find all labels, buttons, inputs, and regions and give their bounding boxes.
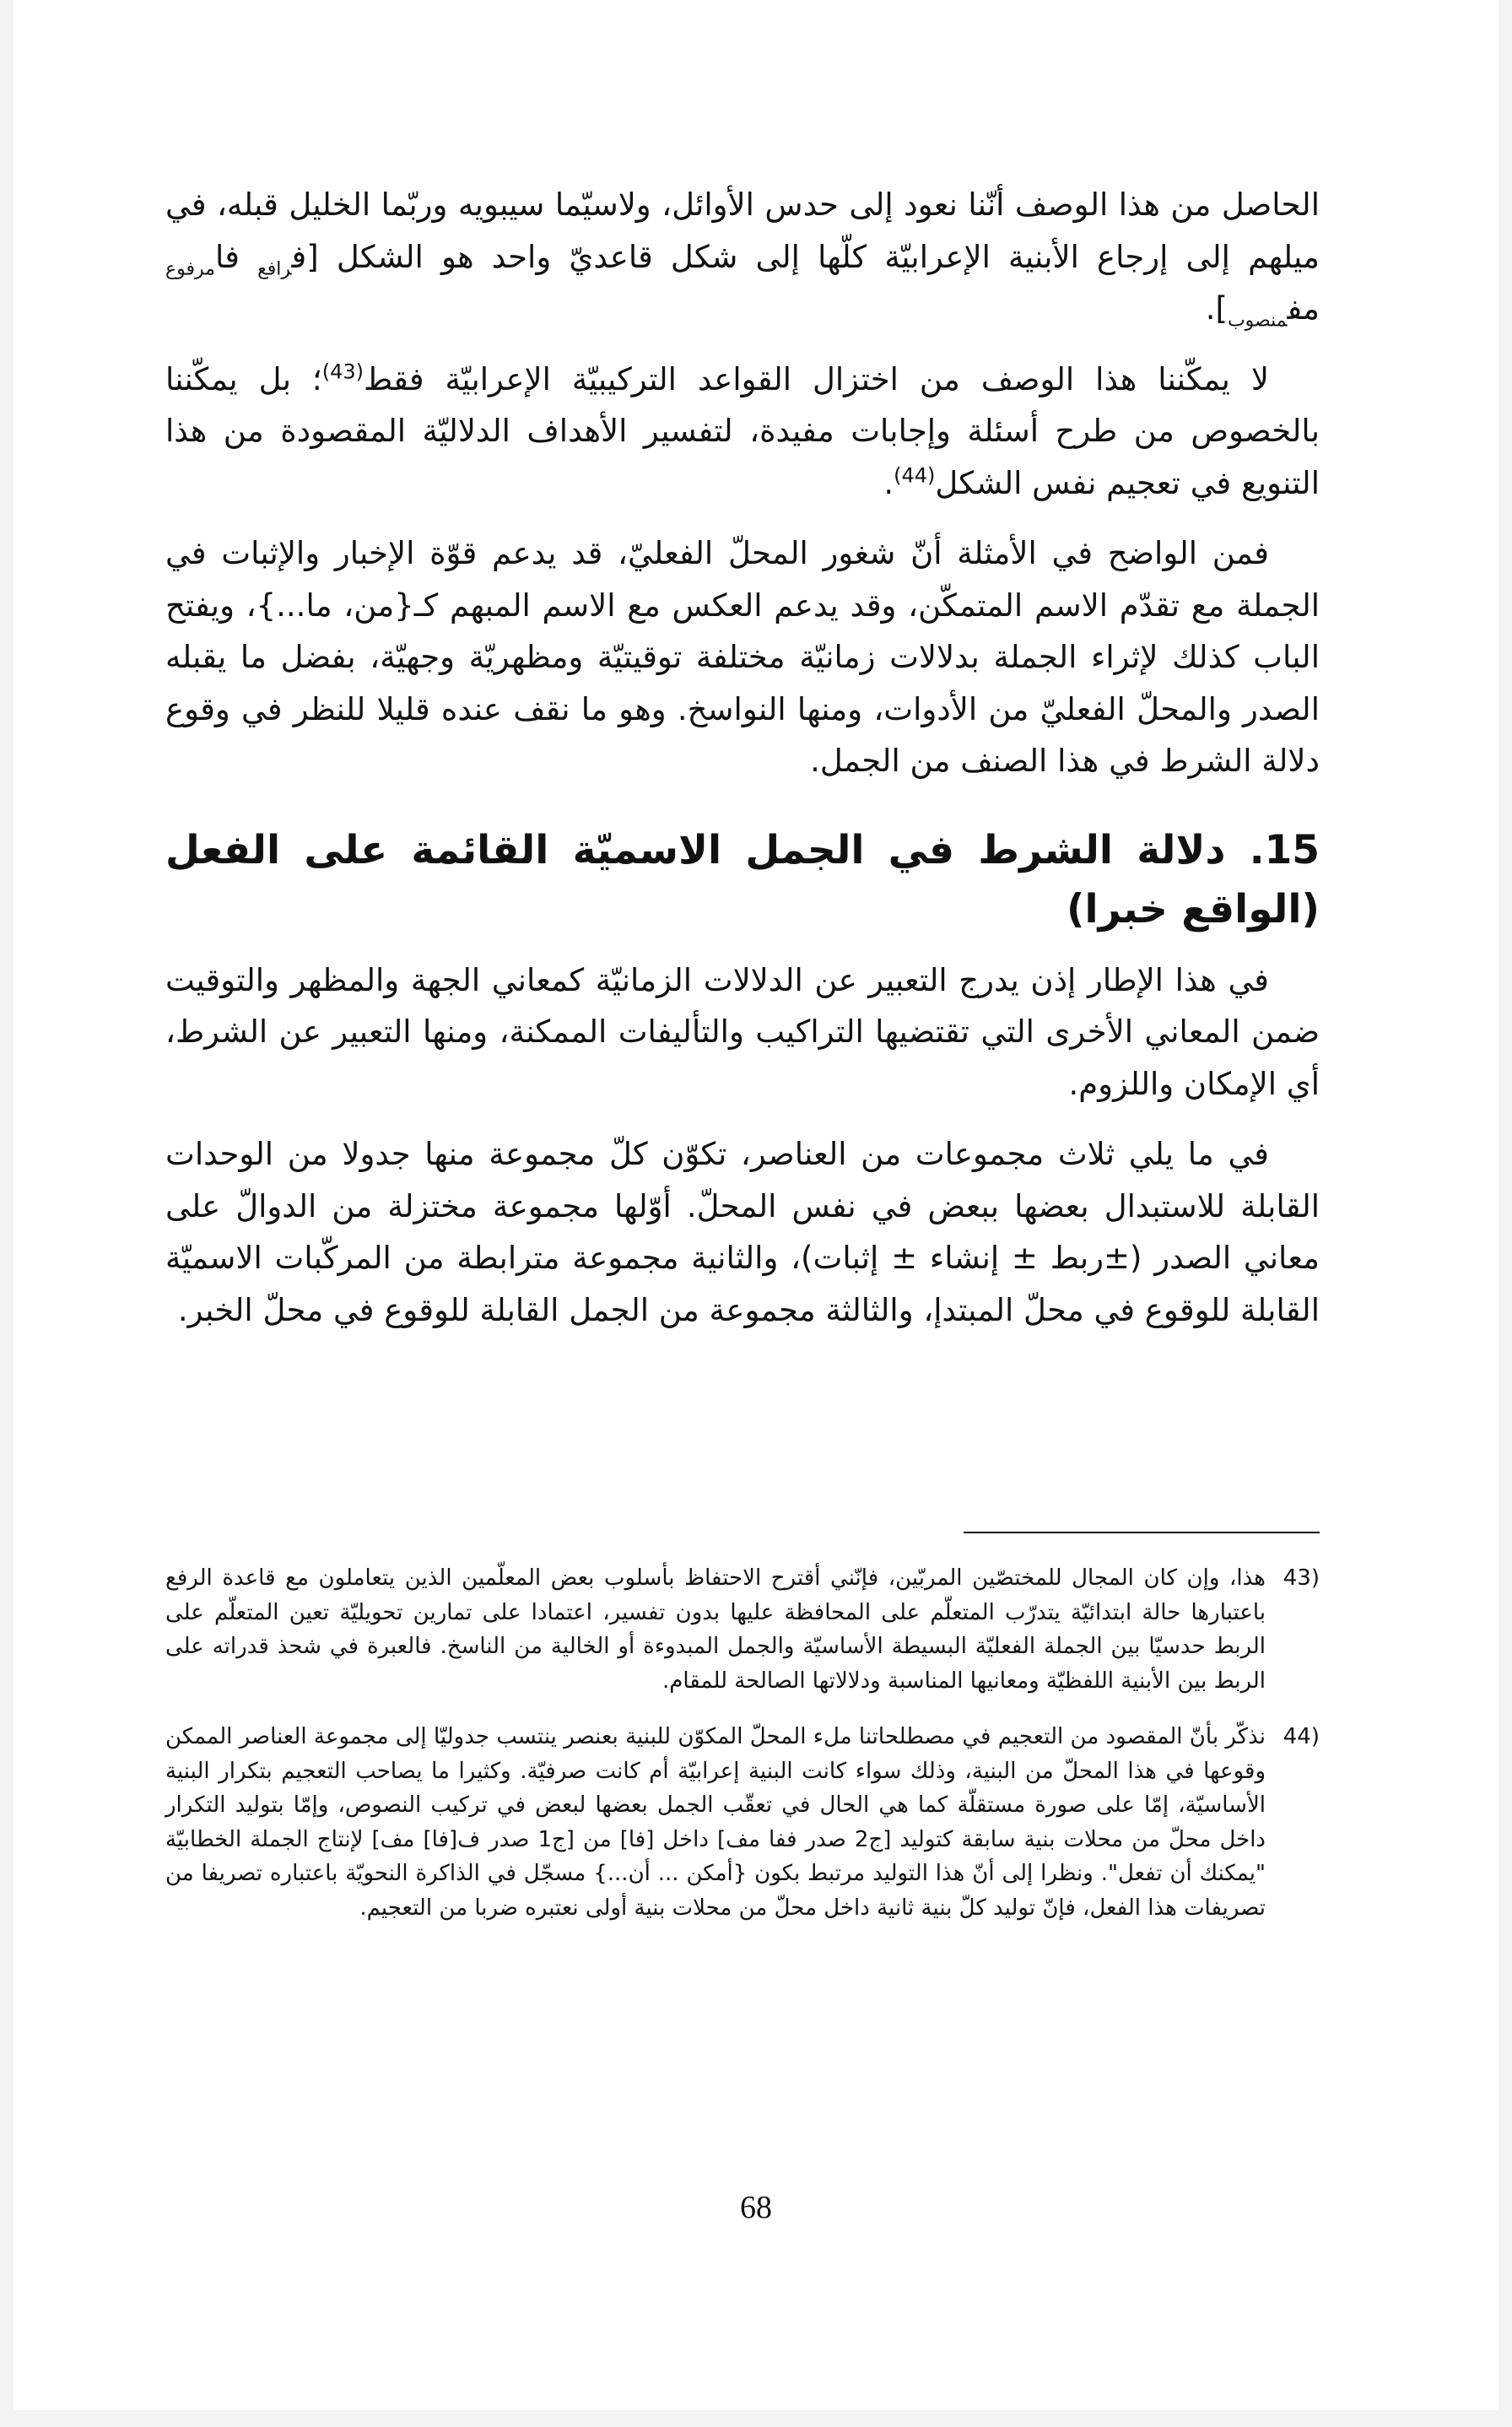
main-text xyxy=(165,179,1320,1354)
footnote-ref-43[interactable]: (43) xyxy=(321,359,364,384)
paragraph-2-part-a: لا يمكّننا هذا الوصف من اختزال القواعد التركيبيّة الإعرابيّة فقط xyxy=(364,360,1269,397)
footnotes xyxy=(165,1561,1320,1947)
paragraph-4: في هذا الإطار إذن يدرج التعبير عن الدلالات الزمانيّة كمعاني الجهة والمظهر والتوقيت ضمن المعاني الأخرى التي تقتضيها التراكيب والتأليفات الممكنة، ومنها التعبير عن الشرط، أي الإمكان واللزوم. xyxy=(165,961,1320,1102)
page-number: 68 xyxy=(740,2190,772,2225)
footnote-number: 44) xyxy=(1282,1724,1320,1749)
formula-mf-sub: منصوب xyxy=(1227,310,1288,332)
formula-fa-sub: مرفوع xyxy=(165,257,215,279)
paragraph-1-text: الحاصل من هذا الوصف أنّنا نعود إلى حدس الأوائل، ولاسيّما سيبويه وربّما الخليل قبله، في ميلهم إلى إرجاع الأبنية الإعرابيّة كلّها إلى شكل قاعديّ واحد هو الشكل [ xyxy=(165,186,1320,275)
paragraph-2-part-c: . xyxy=(883,464,894,501)
footnote-43 xyxy=(165,1561,1320,1698)
document-page xyxy=(14,0,1498,2410)
formula-end: ]. xyxy=(1205,290,1228,327)
footnote-ref-44[interactable]: (44) xyxy=(894,463,936,488)
footnote-text: هذا، وإن كان المجال للمختصّين المربّين، فإنّني أقترح الاحتفاظ بأسلوب بعض المعلّمين الذين يتعاملون مع قاعدة الرفع باعتبارها حالة ابتدائيّة يتدرّب المتعلّم على المحافظة عليها بدون تفسير، اعتمادا على تمارين تحويليّة تعين المتعلّم على الربط حدسيّا بين الجملة الفعليّة البسيطة الأساسيّة والجمل المبدوءة أو الخالية من الناسخ. فالعبرة في شحذ قدراته على الربط بين الأبنية اللفظيّة ومعانيها المناسبة ودلالاتها الصالحة للمقام. xyxy=(165,1565,1266,1694)
paragraph-5: في ما يلي ثلاث مجموعات من العناصر، تكوّن كلّ مجموعة منها جدولا من الوحدات القابلة للاستبدال بعضها ببعض في نفس المحلّ. أوّلها مجموعة مختزلة من الدوالّ على معاني الصدر (±ربط ± إنشاء ± إثبات)، والثانية مجموعة مترابطة من المركّبات الاسميّة القابلة للوقوع في محلّ المبتدإ، والثالثة مجموعة من الجمل القابلة للوقوع في محلّ الخبر. xyxy=(165,1136,1320,1328)
paragraph-1 xyxy=(165,179,1320,335)
footnote-number: 43) xyxy=(1282,1565,1320,1591)
paragraph-2-part-b: ؛ بل يمكّننا بالخصوص من طرح أسئلة وإجابات مفيدة، لتفسير الأهداف الدلاليّة المقصودة من هذا التنويع في تعجيم نفس الشكل xyxy=(165,360,1320,501)
footnote-separator xyxy=(964,1532,1320,1533)
formula-mf: مف xyxy=(1287,290,1320,327)
footnote-44 xyxy=(165,1720,1320,1925)
paragraph-2 xyxy=(165,354,1320,510)
footnote-text: نذكّر بأنّ المقصود من التعجيم في مصطلحاتنا ملء المحلّ المكوّن للبنية بعنصر ينتسب جدوليّا إلى مجموعة العناصر الممكن وقوعها في هذا المحلّ من البنية، وذلك سواء كانت البنية إعرابيّة أم كانت صرفيّة. وكثيرا ما يصاحب التعجيم بتكرار البنية الأساسيّة، إمّا على صورة مستقلّة كما هي الحال في تعقّب الجمل بعضها لبعض في تركيب النصوص، وإمّا بتوليد التكرار داخل محلّ من محلات بنية سابقة كتوليد [ج2 صدر ففا مف] داخل [فا] من [ج1 صدر ف[فا] مف] لإنتاج الجملة الخطابيّة "يمكنك أن تفعل". ونظرا إلى أنّ هذا التوليد مرتبط بكون {أمكن ... أن...} مسجّل في الذاكرة النحويّة باعتباره تصريفا من تصريفات هذا الفعل، فإنّ توليد كلّ بنية ثانية داخل محلّ من محلات بنية أولى نعتبره ضربا من التعجيم. xyxy=(165,1724,1266,1921)
formula-f-sub: رافع xyxy=(257,257,292,279)
paragraph-3: فمن الواضح في الأمثلة أنّ شغور المحلّ الفعليّ، قد يدعم قوّة الإخبار والإثبات في الجملة مع تقدّم الاسم المتمكّن، وقد يدعم العكس مع الاسم المبهم كـ{من، ما...}، ويفتح الباب كذلك لإثراء الجملة بدلالات زمانيّة مختلفة توقيتيّة ومظهريّة وجهيّة، بفضل ما يقبله الصدر والمحلّ الفعليّ من الأدوات، ومنها النواسخ. وهو ما نقف عنده قليلا للنظر في وقوع دلالة الشرط في هذا الصنف من الجمل. xyxy=(165,535,1320,779)
formula-f: ف xyxy=(291,238,307,275)
formula-fa: فا xyxy=(214,238,258,275)
section-heading: 15. دلالة الشرط في الجمل الاسميّة القائمة على الفعل (الواقع خبرا) xyxy=(165,826,1320,932)
